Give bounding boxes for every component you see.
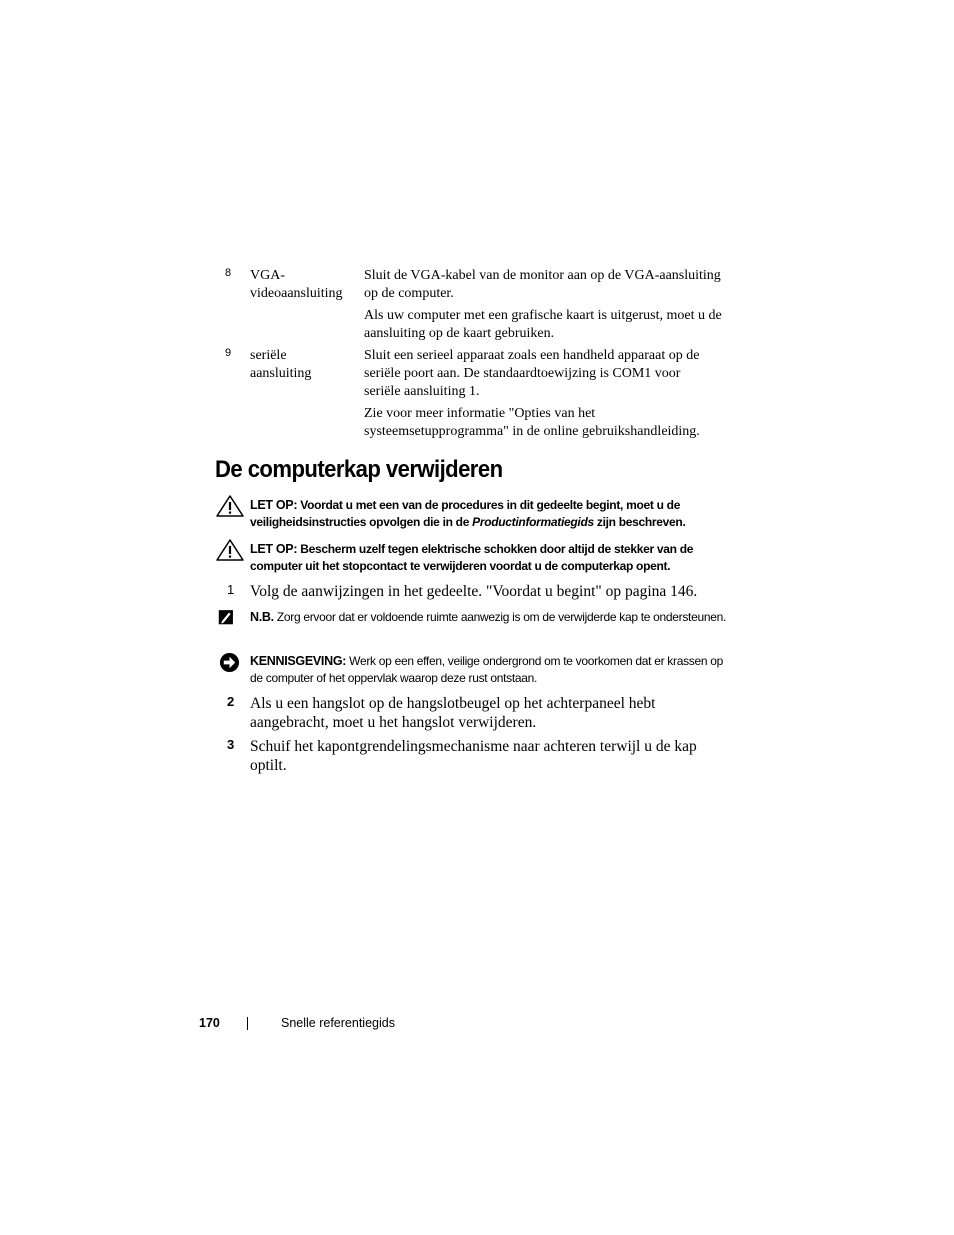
note-label: N.B. bbox=[250, 610, 274, 624]
step-number: 3 bbox=[227, 737, 235, 752]
connector-description: Sluit een serieel apparaat zoals een handheld apparaat op de seriële poort aan. De standaardtoewijzing is COM1 voor seriële aansluiting 1. Zie voor meer informatie "Opties van het systeemsetupprogramma" in de online gebruikshandleiding. bbox=[364, 348, 700, 439]
note-label: KENNISGEVING: bbox=[250, 654, 347, 668]
warning-triangle-icon bbox=[216, 495, 244, 517]
section-title: De computerkap verwijderen bbox=[215, 456, 503, 483]
note-text: Zorg ervoor dat er voldoende ruimte aanwezig is om de verwijderde kap te ondersteunen. bbox=[276, 610, 726, 624]
step-text: Volg de aanwijzingen in het gedeelte. "Voordat u begint" op pagina 146. bbox=[250, 583, 698, 600]
page-number: 170 bbox=[199, 1016, 220, 1030]
note-text: Bescherm uzelf tegen elektrische schokken door altijd de stekker van de computer uit het stopcontact te verwijderen voordat u de computerkap opent. bbox=[250, 542, 694, 573]
pencil-note-icon bbox=[218, 608, 240, 628]
connector-name: seriële aansluiting bbox=[250, 348, 312, 381]
connector-number: 9 bbox=[225, 347, 232, 359]
step-number: 1 bbox=[227, 582, 235, 597]
warning-triangle-icon bbox=[216, 539, 244, 561]
document-title: Snelle referentiegids bbox=[281, 1016, 395, 1030]
connector-description: Sluit de VGA-kabel van de monitor aan op de VGA-aansluiting op de computer. Als uw computer met een grafische kaart is uitgerust, moet u de aansluiting op de kaart gebruiken. bbox=[364, 268, 722, 341]
step-number: 2 bbox=[227, 694, 235, 709]
step-text: Als u een hangslot op de hangslotbeugel op het achterpaneel hebt aangebracht, moet u het hangslot verwijderen. bbox=[250, 695, 656, 731]
note-label: LET OP: bbox=[250, 498, 298, 512]
note-label: LET OP: bbox=[250, 542, 298, 556]
note-text: Voordat u met een van de procedures in dit gedeelte begint, moet u de veiligheidsinstructies opvolgen die in de bbox=[250, 498, 681, 529]
footer-divider bbox=[247, 1017, 248, 1030]
arrow-circle-icon bbox=[219, 652, 240, 673]
connector-name: VGA- videoaansluiting bbox=[250, 268, 343, 301]
step-text: Schuif het kapontgrendelingsmechanisme naar achteren terwijl u de kap optilt. bbox=[250, 738, 697, 774]
note-text: Werk op een effen, veilige ondergrond om te voorkomen dat er krassen op de computer of het oppervlak waarop deze rust ontstaan. bbox=[250, 654, 723, 685]
connector-number: 8 bbox=[225, 267, 232, 279]
note-text: zijn beschreven. bbox=[596, 515, 686, 529]
note-text-italic: Productinformatiegids bbox=[472, 515, 594, 529]
